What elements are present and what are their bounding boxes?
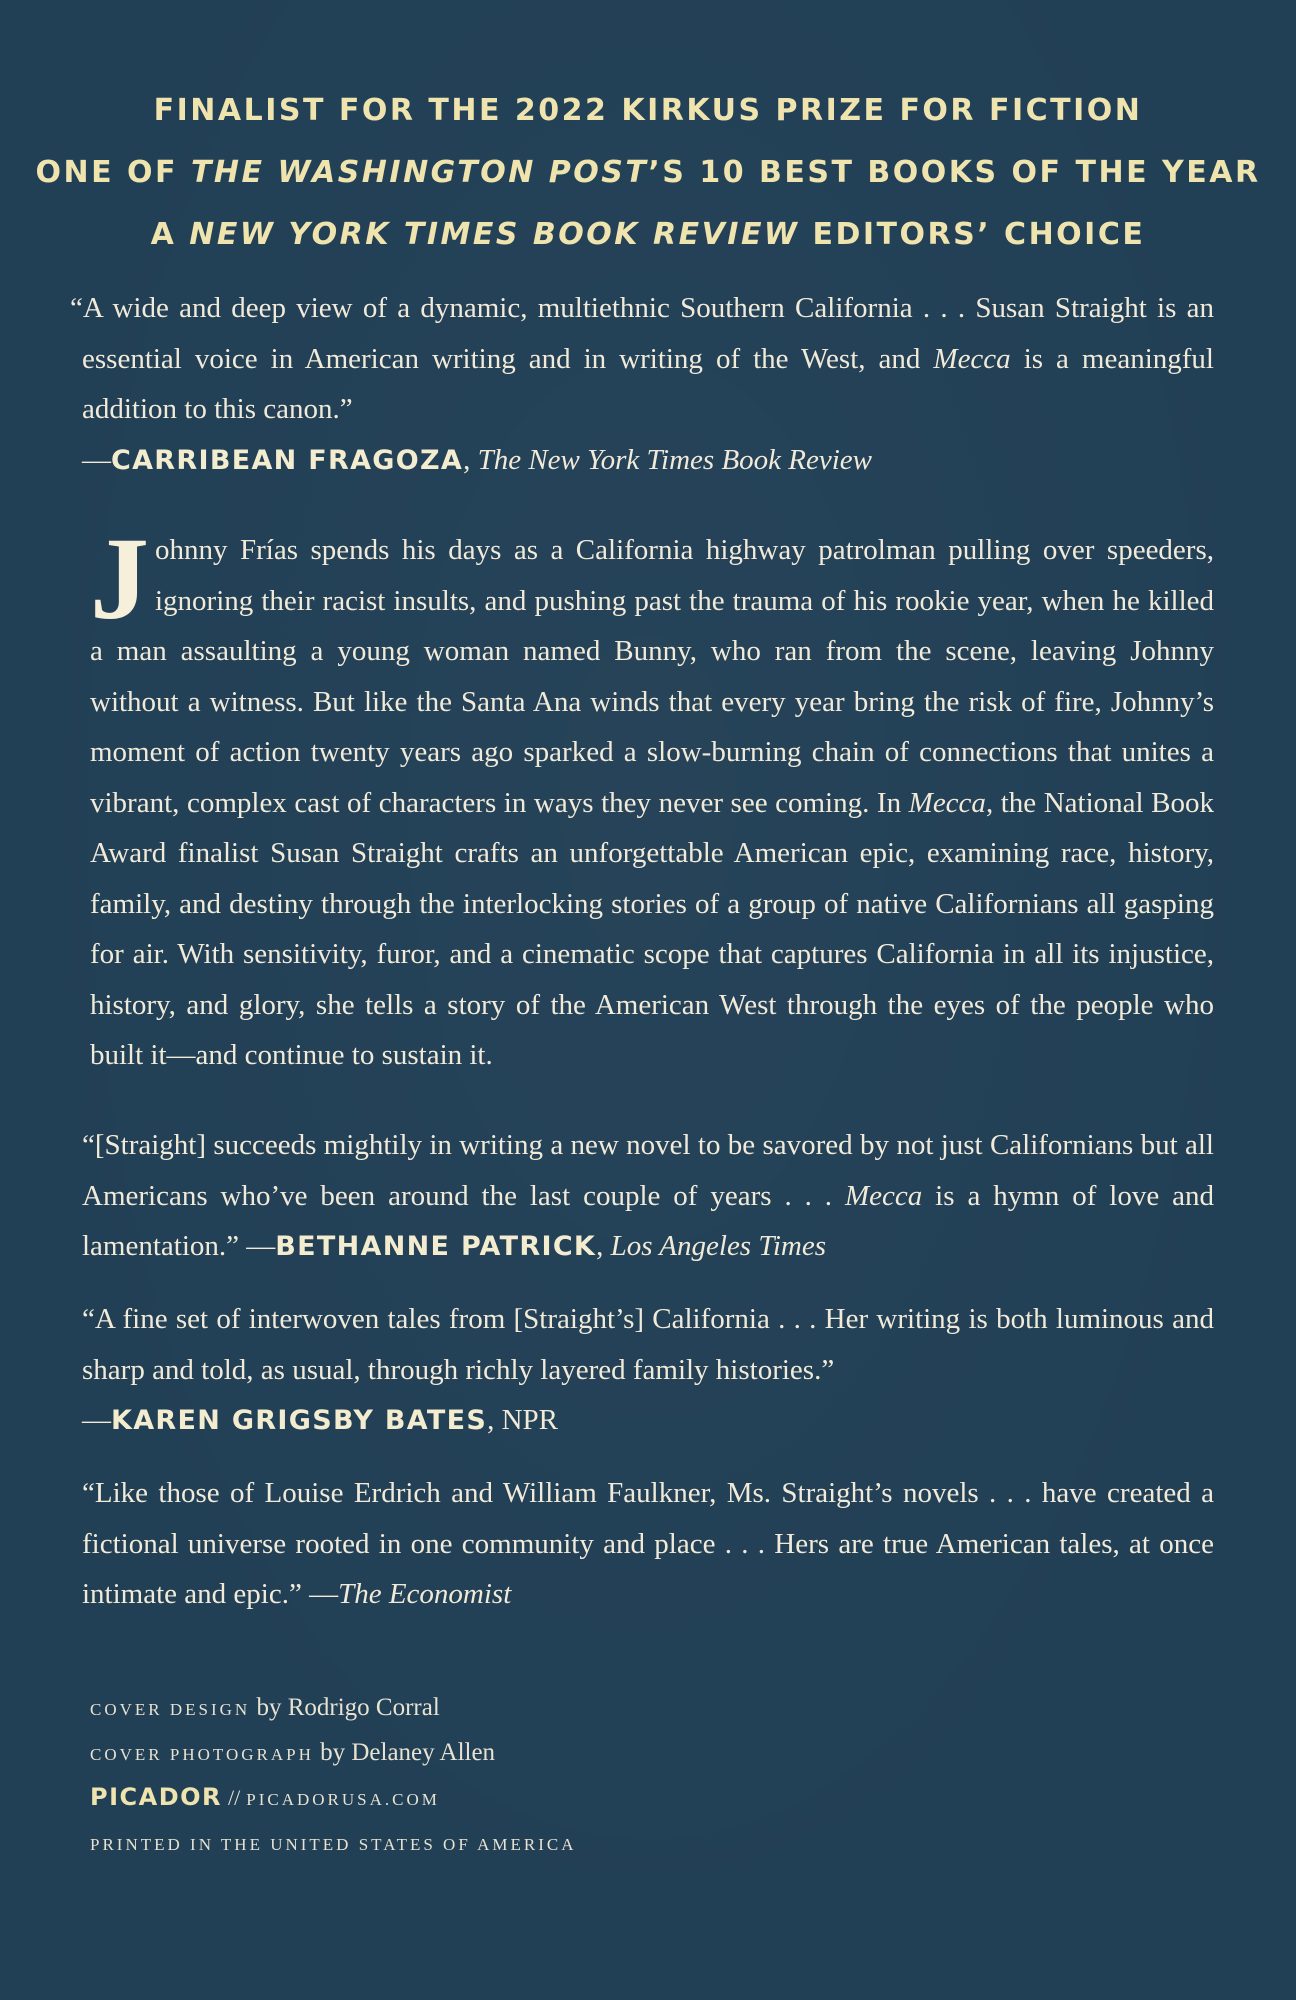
cover-photo-credit: COVER PHOTOGRAPH by Delaney Allen [90,1739,496,1766]
quote-source: Los Angeles Times [610,1230,827,1262]
quote-attribution: —CARRIBEAN FRAGOZA, The New York Times Book Review [82,443,873,476]
quote-source: The Economist [338,1578,512,1610]
review-quote-economist [82,1468,1214,1620]
quote-text: “A wide and deep view of a dynamic, multiethnic Southern California . . . Susan Straight is an essential voice in American writing and in writing of the West, and Mecca is a meaningful addition to this canon.” [70,292,1214,425]
review-quote-patrick [82,1120,1214,1273]
quote-author: BETHANNE PATRICK [275,1231,597,1262]
cover-design-credit: COVER DESIGN by Rodrigo Corral [90,1694,440,1721]
quote-attribution: —KAREN GRIGSBY BATES, NPR [82,1404,559,1436]
quote-text: “Like those of Louise Erdrich and William Faulkner, Ms. Straight’s novels . . . have created a fictional universe rooted in one community and place . . . Hers are true American tales, at once intimate and epic.” —The Economist [82,1477,1214,1610]
drop-cap: J [90,513,149,644]
quote-text: “A fine set of interwoven tales from [Straight’s] California . . . Her writing is both luminous and sharp and told, as usual, through richly layered family histories.” [82,1303,1214,1386]
printed-in: PRINTED IN THE UNITED STATES OF AMERICA [90,1835,577,1854]
publisher-logo: PICADOR [90,1783,223,1811]
review-quote-fragoza [70,283,1214,486]
book-description [82,513,1214,1081]
award-kirkus: FINALIST FOR THE 2022 KIRKUS PRIZE FOR FICTION [153,93,1143,128]
description-text: ohnny Frías spends his days as a California highway patrolman pulling over speeders, ignoring their racist insults, and pushing past the trauma of his rookie year, when he killed a man assaulting a young woman named Bunny, who ran from the scene, leaving Johnny without a witness. But like the Santa Ana winds that every year bring the risk of fire, Johnny’s moment of action twenty years ago sparked a slow-burning chain of connections that unites a vibrant, complex cast of characters in ways they never see coming. In Mecca, the National Book Award finalist Susan Straight crafts an unforgettable American epic, examining race, history, family, and destiny through the interlocking stories of a group of native Californians all gasping for air. With sensitivity, furor, and a cinematic scope that captures California in all its injustice, history, and glory, she tells a story of the American West through the eyes of the people who built it—and continue to sustain it. [90,534,1214,1071]
publisher-line: PICADOR // PICADORUSA.COM [90,1783,440,1811]
award-nytbr: A NEW YORK TIMES BOOK REVIEW EDITORS’ CHOICE [150,217,1146,252]
review-quote-bates [82,1294,1214,1447]
cover-credits [90,1686,577,1866]
awards-banner [0,80,1296,266]
publisher-website: PICADORUSA.COM [246,1790,440,1809]
quote-text: “[Straight] succeeds mightily in writing a new novel to be savored by not just Californians but all Americans who’ve been around the last couple of years . . . Mecca is a hymn of love and lamentation.” —BETHANNE PATRICK, Los Angeles Times [82,1129,1215,1262]
award-washington-post: ONE OF THE WASHINGTON POST’S 10 BEST BOOKS OF THE YEAR [35,155,1261,190]
